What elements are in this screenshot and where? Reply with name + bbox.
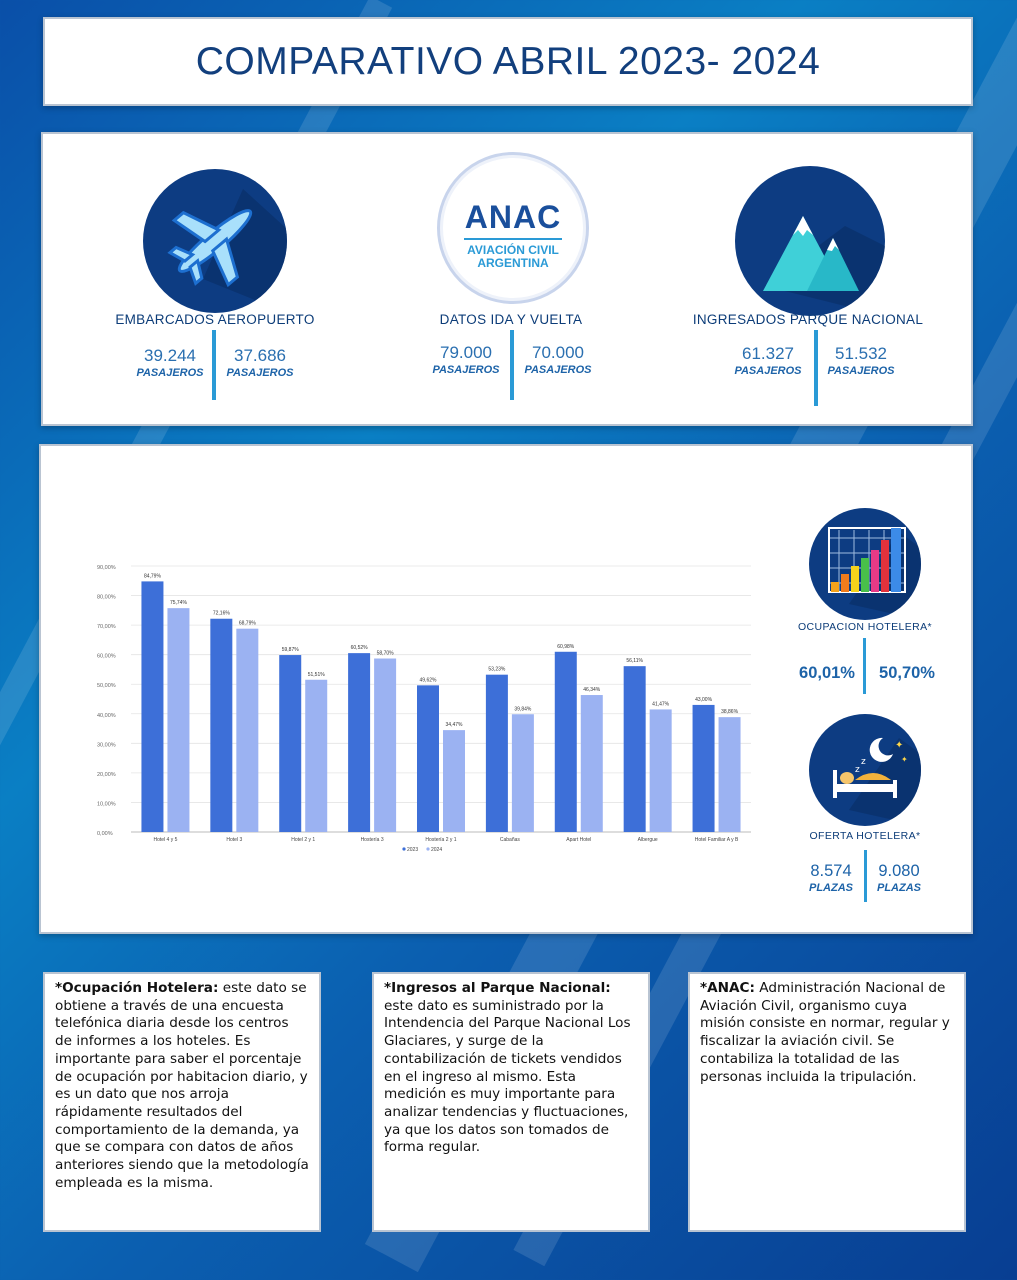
bed-night-icon — [809, 714, 921, 826]
anac-logo-subtitle: ARGENTINA — [477, 256, 549, 270]
unit-label: PASAJEROS — [827, 365, 895, 377]
bar-2024 — [512, 714, 534, 832]
svg-text:✦: ✦ — [901, 755, 908, 764]
y-tick-label: 70,00% — [97, 624, 116, 631]
y-tick-label: 40,00% — [97, 712, 116, 719]
stat-values — [658, 330, 958, 402]
x-tick-label: Hotel 3 — [226, 837, 243, 843]
x-tick-label: Albergue — [637, 837, 658, 843]
data-label: 68,79% — [238, 620, 256, 627]
legend-marker — [402, 847, 405, 850]
data-label: 60,98% — [557, 643, 575, 650]
bar-2024 — [443, 730, 465, 832]
chart-panel — [39, 444, 973, 934]
value-2023: 61.327 — [742, 344, 794, 363]
legend-label: 2024 — [431, 847, 443, 853]
svg-text:z: z — [855, 765, 860, 775]
legend-label: 2023 — [407, 847, 419, 853]
unit-label: PASAJEROS — [524, 364, 592, 376]
x-tick-label: Hotel Familiar A y B — [694, 837, 739, 843]
unit-label: PASAJEROS — [226, 367, 294, 379]
y-tick-label: 50,00% — [97, 683, 116, 690]
data-label: 43,00% — [695, 696, 713, 703]
y-tick-label: 0,00% — [97, 831, 113, 837]
data-label: 59,87% — [281, 647, 299, 654]
y-tick-label: 20,00% — [97, 771, 116, 778]
x-tick-label: Hostería 3 — [360, 837, 384, 843]
stat-values — [65, 330, 365, 402]
stat-title: INGRESADOS PARQUE NACIONAL — [692, 312, 924, 327]
stat-title: EMBARCADOS AEROPUERTO — [115, 312, 315, 327]
y-tick-label: 60,00% — [97, 653, 116, 660]
data-label: 75,74% — [169, 600, 187, 607]
bar-2023 — [417, 685, 439, 832]
bar-2023 — [486, 675, 508, 832]
data-label: 38,86% — [721, 709, 739, 716]
data-label: 41,47% — [652, 701, 670, 708]
occupancy-2023: 60,01% — [799, 664, 855, 682]
data-label: 58,70% — [376, 650, 394, 657]
bar-2023 — [555, 652, 577, 832]
note-title: *ANAC: — [700, 980, 755, 996]
x-tick-label: Cabañas — [499, 837, 520, 843]
unit-label: PLAZAS — [877, 882, 921, 894]
stat-airport — [65, 134, 365, 428]
stats-panel — [41, 132, 973, 426]
bar-2024 — [719, 717, 741, 832]
note-body: Administración Nacional de Aviación Civil, organismo cuya misión consiste en normar, regular y fiscalizar la aviación civil. Se contabiliza la totalidad de las personas incluida la tripulación. — [700, 980, 950, 1085]
offer-2023: 8.574 — [810, 862, 852, 880]
data-label: 34,47% — [445, 722, 463, 729]
stat-title: DATOS IDA Y VUELTA — [439, 312, 583, 327]
data-label: 53,23% — [488, 666, 506, 673]
data-label: 46,34% — [583, 687, 601, 694]
x-tick-label: Hotel 4 y 5 — [153, 837, 178, 843]
bar-2023 — [348, 653, 370, 832]
stat-park — [658, 134, 958, 428]
bar-2024 — [236, 629, 258, 832]
bar-2024 — [305, 680, 327, 832]
anac-logo-text: ANAC — [464, 199, 562, 235]
data-label: 60,52% — [350, 645, 368, 652]
stat-values — [361, 330, 661, 402]
note-parque — [372, 972, 650, 1232]
occupancy-bar-chart — [91, 556, 761, 866]
offer-title: OFERTA HOTELERA* — [809, 830, 921, 842]
y-tick-label: 30,00% — [97, 742, 116, 749]
x-tick-label: Apart Hotel — [566, 837, 592, 843]
x-tick-label: Hotel 2 y 1 — [291, 837, 316, 843]
occupancy-title: OCUPACION HOTELERA* — [797, 621, 932, 633]
y-tick-label: 10,00% — [97, 801, 116, 808]
bar-2023 — [279, 655, 301, 832]
stat-anac — [361, 134, 661, 428]
svg-text:✦: ✦ — [895, 740, 904, 751]
unit-label: PASAJEROS — [432, 364, 500, 376]
mountain-icon — [735, 166, 885, 316]
anac-logo — [437, 152, 589, 304]
value-2024: 70.000 — [532, 343, 584, 362]
value-2024: 51.532 — [835, 344, 887, 363]
data-label: 51,51% — [307, 671, 325, 678]
bar-2024 — [581, 695, 603, 832]
x-tick-label: Hostería 2 y 1 — [425, 837, 457, 843]
data-label: 39,84% — [514, 706, 532, 713]
data-label: 72,16% — [212, 610, 230, 617]
bar-2023 — [693, 705, 715, 832]
value-2023: 39.244 — [144, 346, 196, 365]
bar-2024 — [374, 659, 396, 832]
bar-2023 — [141, 581, 163, 832]
legend-marker — [426, 847, 429, 850]
title-panel — [43, 17, 973, 106]
page-title: COMPARATIVO ABRIL 2023- 2024 — [195, 39, 821, 83]
occupancy-2024: 50,70% — [879, 664, 935, 682]
offer-2024: 9.080 — [878, 862, 920, 880]
note-body: este dato es suministrado por la Intendencia del Parque Nacional Los Glaciares, y surge de la contabilización de tickets vendidos en el ingreso al mismo. Esta medición es muy importante para analizar tendencias y fluctuaciones, ya que los datos son tomados de forma regular. — [384, 997, 631, 1156]
unit-label: PASAJEROS — [734, 365, 802, 377]
bar-2024 — [167, 608, 189, 832]
unit-label: PLAZAS — [809, 882, 853, 894]
value-2024: 37.686 — [234, 346, 286, 365]
y-tick-label: 80,00% — [97, 594, 116, 601]
data-label: 84,79% — [143, 573, 161, 580]
note-ocupacion — [43, 972, 321, 1232]
unit-label: PASAJEROS — [136, 367, 204, 379]
note-anac — [688, 972, 966, 1232]
value-2023: 79.000 — [440, 343, 492, 362]
data-label: 56,11% — [626, 658, 643, 665]
bar-2023 — [624, 666, 646, 832]
bar-2024 — [650, 709, 672, 832]
anac-logo-subtitle: AVIACIÓN CIVIL — [467, 243, 559, 257]
bar-2023 — [210, 619, 232, 832]
note-title: *Ocupación Hotelera: — [55, 980, 219, 996]
data-label: 49,62% — [419, 677, 437, 684]
bar-chart-icon — [809, 508, 921, 620]
airplane-icon — [143, 169, 287, 313]
svg-text:z: z — [861, 757, 866, 767]
note-title: *Ingresos al Parque Nacional: — [384, 980, 611, 996]
y-tick-label: 90,00% — [97, 565, 116, 571]
note-body: este dato se obtiene a través de una encuesta telefónica diaria desde los centros de informes a los hoteles. Es importante para saber el porcentaje de ocupación por habitacion diario, y es un dato que nos arroja rápidamente resultados del comportamiento de la demanda, ya que se compara con datos de años anteriores siendo que la metodología empleada es la misma. — [55, 980, 309, 1191]
